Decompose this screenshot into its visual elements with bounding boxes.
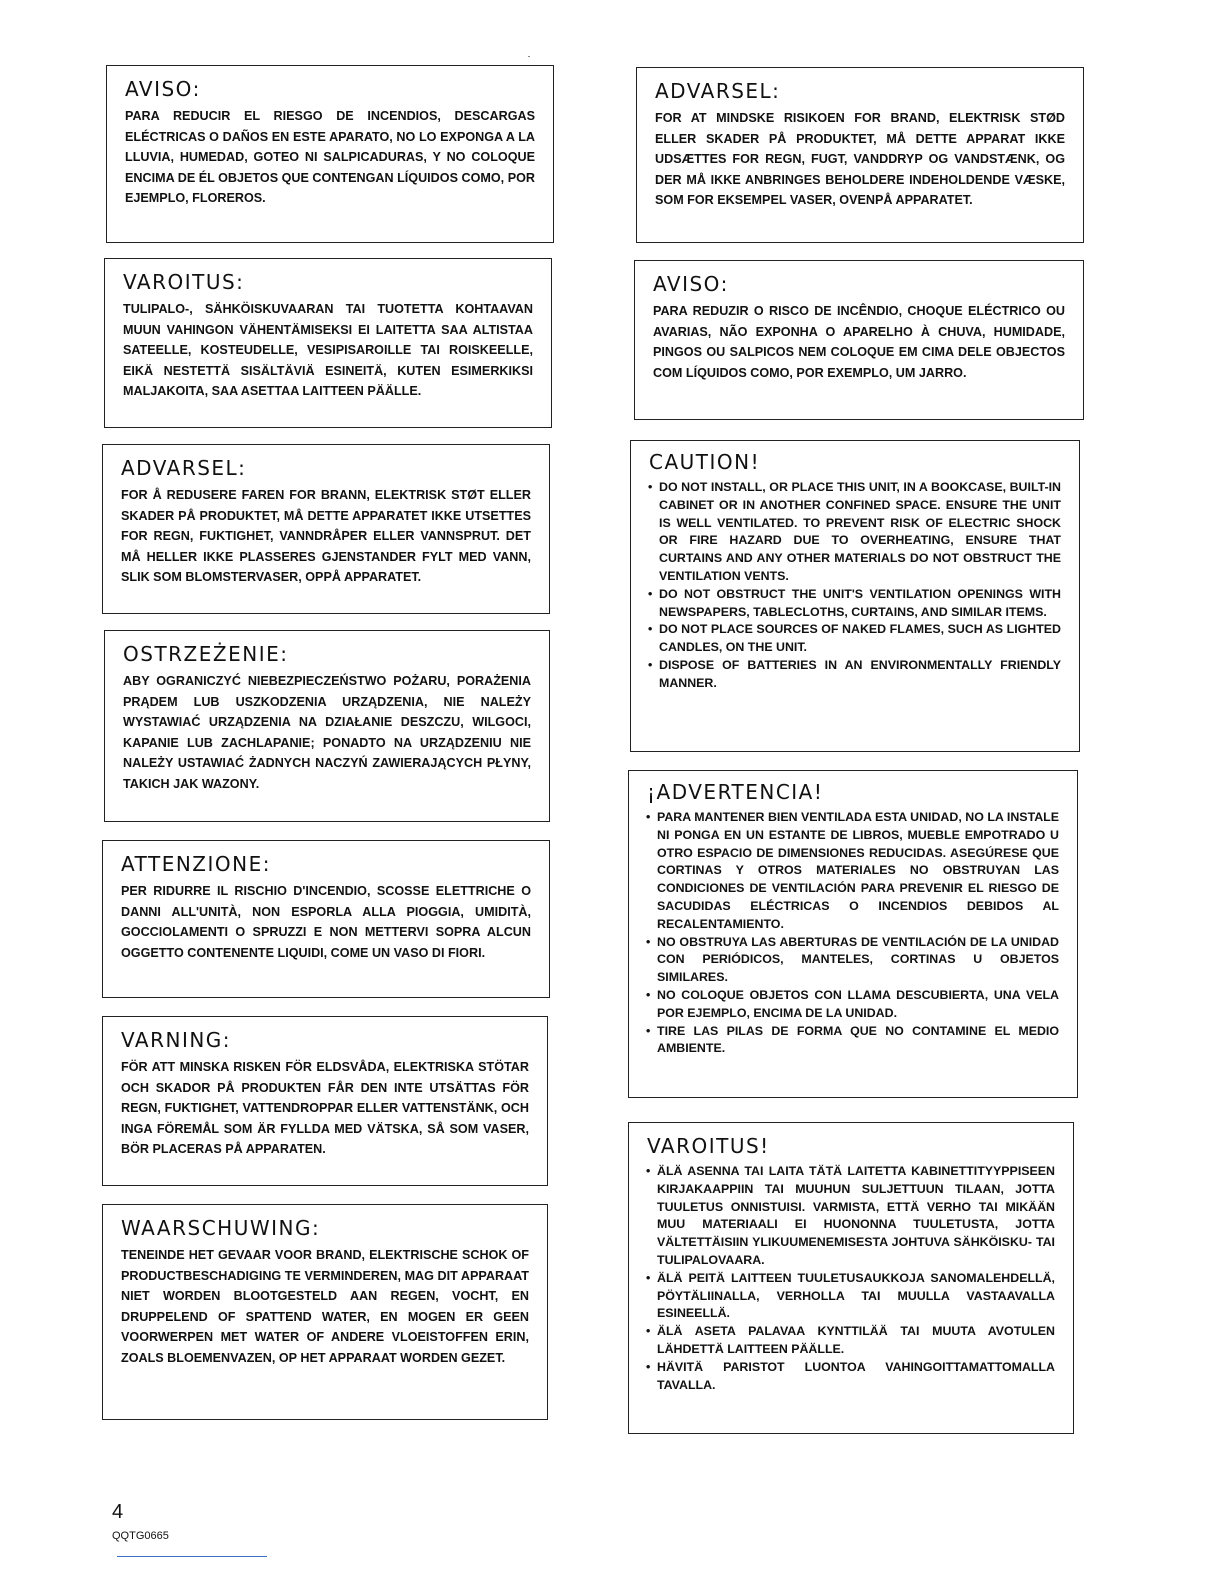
list-item: • ÄLÄ PEITÄ LAITTEEN TUULETUSAUKKOJA SANOMALEHDELLÄ, PÖYTÄLIINALLA, VERHOLLA TAI MUULLA VASTAAVALLA ESINEELLÄ. [647, 1270, 1055, 1323]
page-number: 4 [112, 1501, 124, 1523]
warning-title: VARNING: [121, 1028, 232, 1052]
warning-text: PER RIDURRE IL RISCHIO D'INCENDIO, SCOSSE ELETTRICHE O DANNI ALL'UNITÀ, NON ESPORLA ALLA PIOGGIA, UMIDITÀ, GOCCIOLAMENTI O SPRUZZI E NON METTERVI SOPRA ALCUN OGGETTO CONTENENTE LIQUIDI, COME UN VASO DI FIORI. [121, 884, 531, 960]
scan-mark [528, 56, 530, 57]
caution-list [647, 1163, 1055, 1394]
warning-title: AVISO: [125, 77, 201, 101]
list-item: • HÄVITÄ PARISTOT LUONTOA VAHINGOITTAMATTOMALLA TAVALLA. [647, 1359, 1055, 1395]
warning-box-attenzione-it [102, 840, 550, 998]
warning-box-ostrzezenie-pl [104, 630, 550, 822]
warning-title: ATTENZIONE: [121, 852, 271, 876]
warning-text: TULIPALO-, SÄHKÖISKUVAARAN TAI TUOTETTA KOHTAAVAN MUUN VAHINGON VÄHENTÄMISEKSI EI LAITETTA SAA ALTISTAA SATEELLE, KOSTEUDELLE, VESIPISAROILLE TAI ROISKEELLE, EIKÄ NESTETTÄ SISÄLTÄVIÄ ESINEITÄ, KUTEN ESIMERKIKSI MALJAKOITA, SAA ASETTAA LAITTEEN PÄÄLLE. [123, 302, 533, 399]
footer-divider [117, 1556, 267, 1557]
caution-list [647, 809, 1059, 1058]
warning-text: TENEINDE HET GEVAAR VOOR BRAND, ELEKTRISCHE SCHOK OF PRODUCTBESCHADIGING TE VERMINDEREN, MAG DIT APPARAAT NIET WORDEN BLOOTGESTELD AAN REGEN, VOCHT, EN DRUPPELEND OF SPATTEND WATER, EN MOGEN ER GEEN VOORWERPEN MET WATER OF ANDERE VLOEISTOFFEN ERIN, ZOALS BLOEMENVAZEN, OP HET APPARAAT WORDEN GEZET. [121, 1248, 529, 1365]
list-item: • DO NOT PLACE SOURCES OF NAKED FLAMES, SUCH AS LIGHTED CANDLES, ON THE UNIT. [649, 621, 1061, 657]
caution-box-fi [628, 1122, 1074, 1434]
warning-title: OSTRZEŻENIE: [123, 642, 289, 666]
list-item: • NO OBSTRUYA LAS ABERTURAS DE VENTILACIÓN DE LA UNIDAD CON PERIÓDICOS, MANTELES, CORTINAS U OBJETOS SIMILARES. [647, 934, 1059, 987]
warning-title: ADVARSEL: [655, 79, 781, 103]
warning-title: CAUTION! [649, 450, 761, 474]
document-code: QQTG0665 [112, 1530, 169, 1542]
warning-text: FOR Å REDUSERE FAREN FOR BRANN, ELEKTRISK STØT ELLER SKADER PÅ PRODUKTET, MÅ DETTE APPARATET IKKE UTSETTES FOR REGN, FUKTIGHET, VANNDRÅPER ELLER VANNSPRUT. DET MÅ HELLER IKKE PLASSERES GJENSTANDER FYLT MED VANN, SLIK SOM BLOMSTERVASER, OPPÅ APPARATET. [121, 488, 531, 585]
list-item: • DISPOSE OF BATTERIES IN AN ENVIRONMENTALLY FRIENDLY MANNER. [649, 657, 1061, 693]
caution-box-es [628, 770, 1078, 1098]
warning-text: PARA REDUZIR O RISCO DE INCÊNDIO, CHOQUE ELÉCTRICO OU AVARIAS, NÃO EXPONHA O APARELHO À CHUVA, HUMIDADE, PINGOS OU SALPICOS NEM COLOQUE EM CIMA DELE OBJECTOS COM LÍQUIDOS COMO, POR EXEMPLO, UM JARRO. [653, 304, 1065, 380]
warning-title: ¡ADVERTENCIA! [647, 780, 824, 804]
warning-text: PARA REDUCIR EL RIESGO DE INCENDIOS, DESCARGAS ELÉCTRICAS O DAÑOS EN ESTE APARATO, NO LO EXPONGA A LA LLUVIA, HUMEDAD, GOTEO NI SALPICADURAS, Y NO COLOQUE ENCIMA DE ÉL OBJETOS QUE CONTENGAN LÍQUIDOS COMO, POR EJEMPLO, FLOREROS. [125, 109, 535, 206]
list-item: • NO COLOQUE OBJETOS CON LLAMA DESCUBIERTA, UNA VELA POR EJEMPLO, ENCIMA DE LA UNIDAD. [647, 987, 1059, 1023]
warning-title: VAROITUS: [123, 270, 245, 294]
warning-box-advarsel-no [102, 444, 550, 614]
warning-box-aviso-es [106, 65, 554, 243]
warning-box-aviso-pt [634, 260, 1084, 420]
list-item: • DO NOT OBSTRUCT THE UNIT'S VENTILATION OPENINGS WITH NEWSPAPERS, TABLECLOTHS, CURTAINS, AND SIMILAR ITEMS. [649, 586, 1061, 622]
warning-box-varning-sv [102, 1016, 548, 1186]
warning-text: FÖR ATT MINSKA RISKEN FÖR ELDSVÅDA, ELEKTRISKA STÖTAR OCH SKADOR PÅ PRODUKTEN FÅR DEN INTE UTSÄTTAS FÖR REGN, FUKTIGHET, VATTENDROPPAR ELLER VATTENSTÄNK, OCH INGA FÖREMÅL SOM ÄR FYLLDA MED VÄTSKA, SÅ SOM VASER, BÖR PLACERAS PÅ APPARATEN. [121, 1060, 529, 1157]
warning-box-varoitus-fi [104, 258, 552, 428]
warning-box-advarsel-da [636, 67, 1084, 243]
list-item: • DO NOT INSTALL, OR PLACE THIS UNIT, IN A BOOKCASE, BUILT-IN CABINET OR IN ANOTHER CONFINED SPACE. ENSURE THE UNIT IS WELL VENTILATED. TO PREVENT RISK OF ELECTRIC SHOCK OR FIRE HAZARD DUE TO OVERHEATING, ENSURE THAT CURTAINS AND ANY OTHER MATERIALS DO NOT OBSTRUCT THE VENTILATION VENTS. [649, 479, 1061, 586]
warning-title: WAARSCHUWING: [121, 1216, 321, 1240]
caution-box-en [630, 440, 1080, 752]
list-item: • PARA MANTENER BIEN VENTILADA ESTA UNIDAD, NO LA INSTALE NI PONGA EN UN ESTANTE DE LIBROS, MUEBLE EMPOTRADO U OTRO ESPACIO DE DIMENSIONES REDUCIDAS. ASEGÚRESE QUE CORTINAS Y OTROS MATERIALES NO OBSTRUYAN LAS CONDICIONES DE VENTILACIÓN PARA PREVENIR EL RIESGO DE SACUDIDAS ELÉCTRICAS O INCENDIOS DEBIDOS AL RECALENTAMIENTO. [647, 809, 1059, 934]
list-item: • ÄLÄ ASETA PALAVAA KYNTTILÄÄ TAI MUUTA AVOTULEN LÄHDETTÄ LAITTEEN PÄÄLLE. [647, 1323, 1055, 1359]
warning-title: AVISO: [653, 272, 729, 296]
warning-text: ABY OGRANICZYĆ NIEBEZPIECZEŃSTWO POŻARU, PORAŻENIA PRĄDEM LUB USZKODZENIA URZĄDZENIA, NIE NALEŻY WYSTAWIAĆ URZĄDZENIA NA DZIAŁANIE DESZCZU, WILGOCI, KAPANIE LUB ZACHLAPANIE; PONADTO NA URZĄDZENIU NIE NALEŻY USTAWIAĆ ŻADNYCH NACZYŃ ZAWIERAJĄCYCH PŁYNY, TAKICH JAK WAZONY. [123, 674, 531, 791]
warning-title: VAROITUS! [647, 1134, 770, 1158]
warning-text: FOR AT MINDSKE RISIKOEN FOR BRAND, ELEKTRISK STØD ELLER SKADER PÅ PRODUKTET, MÅ DETTE APPARAT IKKE UDSÆTTES FOR REGN, FUGT, VANDDRYP OG VANDSTÆNK, OG DER MÅ IKKE ANBRINGES BEHOLDERE INDEHOLDENDE VÆSKE, SOM FOR EKSEMPEL VASER, OVENPÅ APPARATET. [655, 111, 1065, 208]
list-item: • TIRE LAS PILAS DE FORMA QUE NO CONTAMINE EL MEDIO AMBIENTE. [647, 1023, 1059, 1059]
list-item: • ÄLÄ ASENNA TAI LAITA TÄTÄ LAITETTA KABINETTITYYPPISEEN KIRJAKAAPPIIN TAI MUUHUN SULJETTUUN TILAAN, JOTTA TUULETUS ONNISTUISI. VARMISTA, ETTÄ VERHO TAI MIKÄÄN MUU MATERIAALI EI HUONONNA TUULETUSTA, JOTTA VÄLTETTÄISIIN YLIKUUMENEMISESTA JOHTUVA SÄHKÖISKU- TAI TULIPALOVAARA. [647, 1163, 1055, 1270]
warning-box-waarschuwing-nl [102, 1204, 548, 1420]
warning-title: ADVARSEL: [121, 456, 247, 480]
caution-list [649, 479, 1061, 693]
